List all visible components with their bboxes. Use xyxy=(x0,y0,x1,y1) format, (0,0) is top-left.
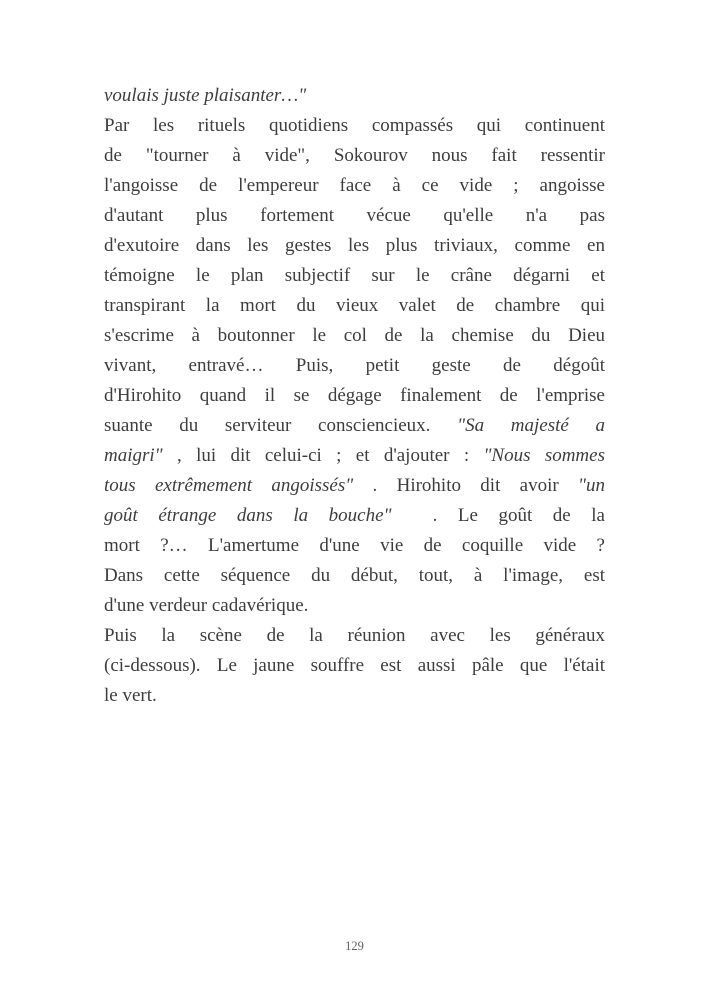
body-text-segment: . Le goût de la xyxy=(391,505,605,526)
body-text-segment: mort ?… L'amertume d'une vie de coquille vide ? xyxy=(104,535,605,556)
text-line xyxy=(104,111,605,141)
quoted-italic-text: voulais juste plaisanter…" xyxy=(104,85,307,106)
body-text-segment: d'exutoire dans les gestes les plus triviaux, comme en xyxy=(104,235,605,256)
body-text-segment: , lui dit celui-ci ; et d'ajouter : xyxy=(162,445,484,466)
body-text-segment: l'angoisse de l'empereur face à ce vide ; angoisse xyxy=(104,175,605,196)
text-line xyxy=(104,501,605,531)
body-text-segment: d'autant plus fortement vécue qu'elle n'a pas xyxy=(104,205,605,226)
text-line xyxy=(104,471,605,501)
body-text-segment: . Hirohito dit avoir xyxy=(353,475,579,496)
body-text xyxy=(104,81,605,711)
text-line xyxy=(104,561,605,591)
text-line xyxy=(104,411,605,441)
body-text-segment: Puis la scène de la réunion avec les généraux xyxy=(104,625,605,646)
body-text-segment: témoigne le plan subjectif sur le crâne dégarni et xyxy=(104,265,605,286)
text-line xyxy=(104,141,605,171)
text-line xyxy=(104,291,605,321)
body-text-segment: Par les rituels quotidiens compassés qui continuent xyxy=(104,115,605,136)
text-line xyxy=(104,81,605,111)
page-number: 129 xyxy=(345,939,364,953)
text-line xyxy=(104,261,605,291)
text-line xyxy=(104,231,605,261)
text-line xyxy=(104,621,605,651)
text-line xyxy=(104,531,605,561)
quoted-italic-text: tous extrêmement angoissés" xyxy=(104,475,354,496)
body-text-segment: transpirant la mort du vieux valet de chambre qui xyxy=(104,295,605,316)
body-text-segment: Dans cette séquence du début, tout, à l'image, est xyxy=(104,565,605,586)
text-line xyxy=(104,681,605,711)
text-line xyxy=(104,441,605,471)
quoted-italic-text: goût étrange dans la bouche" xyxy=(104,505,392,526)
text-line xyxy=(104,651,605,681)
body-text-segment: s'escrime à boutonner le col de la chemise du Dieu xyxy=(104,325,605,346)
body-text-segment: d'une verdeur cadavérique. xyxy=(104,595,309,616)
body-text-segment: (ci-dessous). Le jaune souffre est aussi pâle que l'était xyxy=(104,655,605,676)
quoted-italic-text: maigri" xyxy=(104,445,163,466)
body-text-segment: de "tourner à vide", Sokourov nous fait ressentir xyxy=(104,145,605,166)
body-text-segment: le vert. xyxy=(104,685,157,706)
body-text-segment: vivant, entravé… Puis, petit geste de dégoût xyxy=(104,355,605,376)
text-line xyxy=(104,351,605,381)
text-line xyxy=(104,171,605,201)
quoted-italic-text: "un xyxy=(578,475,606,496)
quoted-italic-text: "Sa majesté a xyxy=(457,415,605,436)
body-text-segment: suante du serviteur consciencieux. xyxy=(104,415,458,436)
text-line xyxy=(104,201,605,231)
text-line xyxy=(104,591,605,621)
quoted-italic-text: "Nous sommes xyxy=(483,445,605,466)
text-line xyxy=(104,321,605,351)
body-text-segment: d'Hirohito quand il se dégage finalement de l'emprise xyxy=(104,385,605,406)
text-line xyxy=(104,381,605,411)
